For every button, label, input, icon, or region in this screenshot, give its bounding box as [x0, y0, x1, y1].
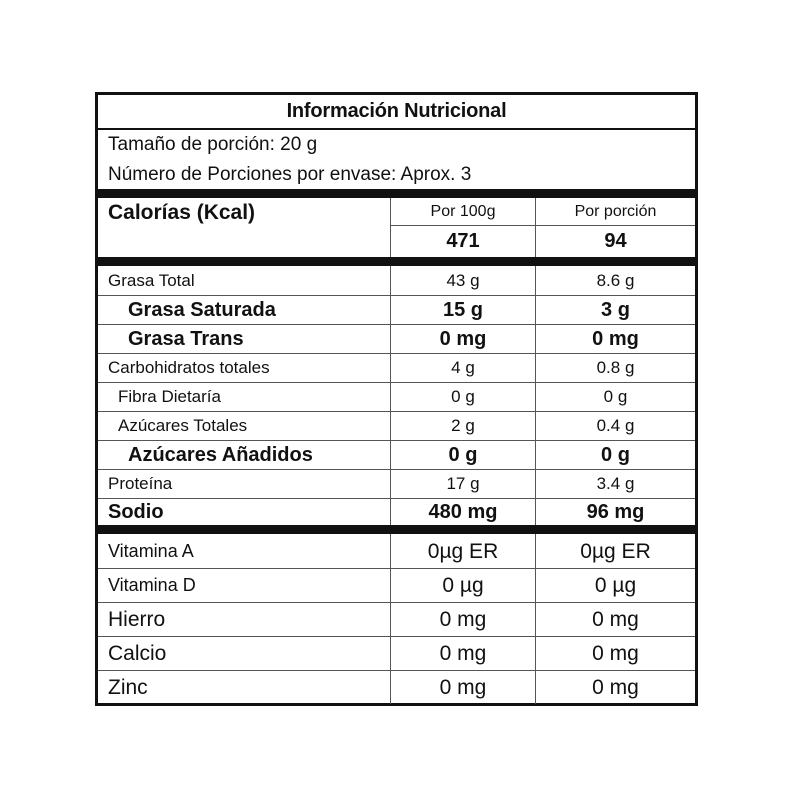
- nutrient-per-serving: 8.6 g: [596, 270, 635, 290]
- nutrient-label: Sodio: [108, 500, 164, 523]
- label-title: Información Nutricional: [98, 95, 695, 130]
- nutrient-label: Grasa Trans: [128, 327, 244, 350]
- micronutrient-label: Zinc: [108, 675, 148, 699]
- micronutrient-per-100g: 0 mg: [439, 641, 487, 665]
- per-100g-header: Por 100g: [430, 202, 496, 220]
- nutrient-per-100g: 15 g: [442, 298, 484, 321]
- nutrient-per-100g: 17 g: [446, 474, 480, 493]
- nutrient-per-serving: 0 mg: [592, 327, 639, 350]
- nutrient-per-100g: 2 g: [451, 416, 475, 435]
- serving-size: Tamaño de porción: 20 g: [108, 134, 318, 155]
- nutrient-label: Proteína: [108, 474, 173, 493]
- calories-per-serving: 94: [604, 230, 627, 252]
- micronutrient-label: Hierro: [108, 607, 166, 631]
- micronutrient-per-serving: 0 µg: [594, 573, 637, 597]
- nutrient-per-serving: 3 g: [601, 298, 630, 321]
- micronutrient-per-serving: 0 mg: [592, 675, 639, 699]
- calories-per-100g: 471: [446, 230, 480, 252]
- nutrient-per-100g: 4 g: [451, 358, 475, 377]
- nutrient-per-100g: 480 mg: [428, 500, 498, 523]
- serving-info: [108, 130, 695, 190]
- micronutrient-per-100g: 0 mg: [439, 675, 487, 699]
- nutrient-label: Fibra Dietaría: [118, 387, 221, 406]
- separator-bar: [98, 257, 695, 266]
- servings-per-container: Número de Porciones por envase: Aprox. 3: [108, 164, 472, 185]
- micronutrient-label: Vitamina D: [108, 575, 196, 595]
- micronutrient-per-100g: 0µg ER: [427, 539, 499, 563]
- nutrient-label: Azúcares Añadidos: [128, 443, 313, 466]
- separator-bar: [98, 525, 695, 534]
- micronutrient-per-100g: 0 mg: [439, 607, 487, 631]
- nutrient-per-serving: 0 g: [601, 443, 630, 466]
- nutrient-per-serving: 0.8 g: [596, 358, 635, 377]
- nutrient-per-100g: 0 g: [451, 387, 475, 406]
- micronutrient-label: Vitamina A: [108, 541, 194, 561]
- nutrient-per-serving: 0 g: [603, 387, 628, 406]
- nutrient-per-serving: 0.4 g: [596, 416, 635, 435]
- nutrient-per-100g: 0 mg: [439, 327, 487, 350]
- micronutrient-per-serving: 0 mg: [592, 607, 639, 631]
- nutrient-per-serving: 96 mg: [586, 500, 645, 523]
- calories-label: Calorías (Kcal): [108, 201, 256, 224]
- per-serving-header: Por porción: [574, 202, 657, 220]
- nutrient-per-100g: 0 g: [448, 443, 478, 466]
- nutrient-label: Carbohidratos totales: [108, 358, 270, 377]
- micronutrient-per-100g: 0 µg: [442, 573, 484, 597]
- nutrient-per-serving: 3.4 g: [596, 474, 635, 493]
- nutrient-label: Grasa Saturada: [128, 298, 276, 321]
- micronutrient-label: Calcio: [108, 641, 167, 665]
- separator-bar: [98, 189, 695, 198]
- nutrition-facts-label: [95, 92, 698, 706]
- micronutrient-per-serving: 0µg ER: [580, 539, 651, 563]
- nutrient-label: Azúcares Totales: [118, 416, 248, 435]
- nutrient-per-100g: 43 g: [446, 270, 480, 290]
- nutrient-label: Grasa Total: [108, 270, 195, 290]
- micronutrient-per-serving: 0 mg: [592, 641, 639, 665]
